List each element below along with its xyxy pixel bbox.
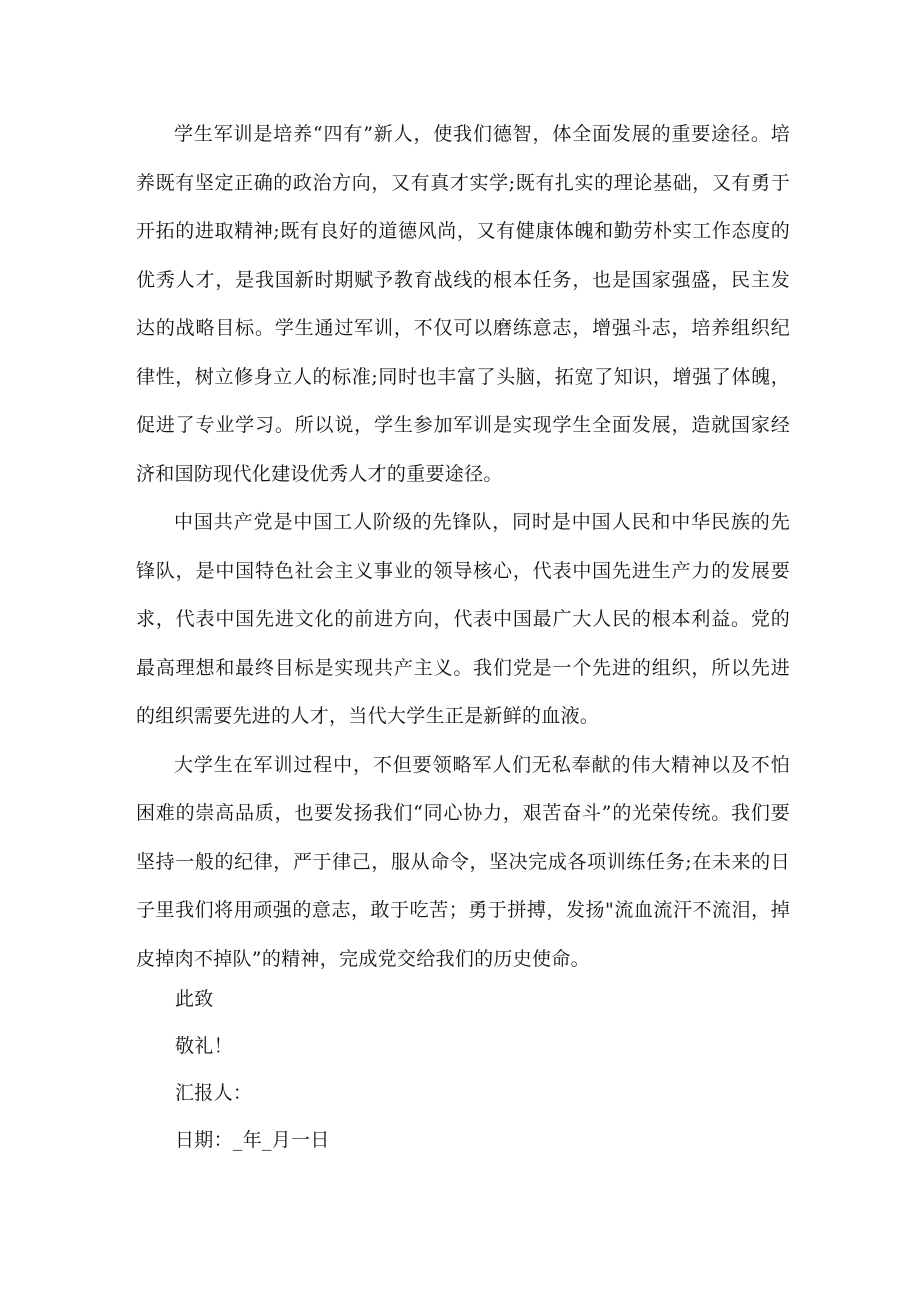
closing-block	[175, 976, 675, 1164]
paragraph-students: 大学生在军训过程中，不但要领略军人们无私奉献的伟大精神以及不怕困难的崇高品质，也要发扬我们“同心协力，艰苦奋斗”的光荣传统。我们要坚持一般的纪律，严于律己，服从命令，坚决完成各项训练任务;在未来的日子里我们将用顽强的意志，敢于吃苦；勇于拼搏，发扬"流血流汗不流泪，掉皮掉肉不掉队”的精神，完成党交给我们的历史使命。	[136, 753, 790, 970]
paragraph-military-training: 学生军训是培养“四有”新人，使我们德智，体全面发展的重要途径。培养既有坚定正确的政治方向，又有真才实学;既有扎实的理论基础，又有勇于开拓的进取精神;既有良好的道德风尚，又有健康体魄和勤劳朴实工作态度的优秀人才，是我国新时期赋予教育战线的根本任务，也是国家强盛，民主发达的战略目标。学生通过军训，不仅可以磨练意志，增强斗志，培养组织纪律性，树立修身立人的标准;同时也丰富了头脑，拓宽了知识，增强了体魄，促进了专业学习。所以说，学生参加军训是实现学生全面发展，造就国家经济和国防现代化建设优秀人才的重要途径。	[136, 123, 790, 485]
salutation-line-1: 此致	[175, 988, 214, 1010]
reporter-line: 汇报人：	[175, 1082, 253, 1104]
date-line: 日期：_年_月一日	[175, 1129, 330, 1151]
paragraph-party: 中国共产党是中国工人阶级的先锋队，同时是中国人民和中华民族的先锋队，是中国特色社会主义事业的领导核心，代表中国先进生产力的发展要求，代表中国先进文化的前进方向，代表中国最广大人民的根本利益。党的最高理想和最终目标是实现共产主义。我们党是一个先进的组织，所以先进的组织需要先进的人才，当代大学生正是新鲜的血液。	[136, 511, 790, 727]
salutation-line-2: 敬礼！	[175, 1035, 233, 1057]
document-body	[136, 110, 790, 983]
